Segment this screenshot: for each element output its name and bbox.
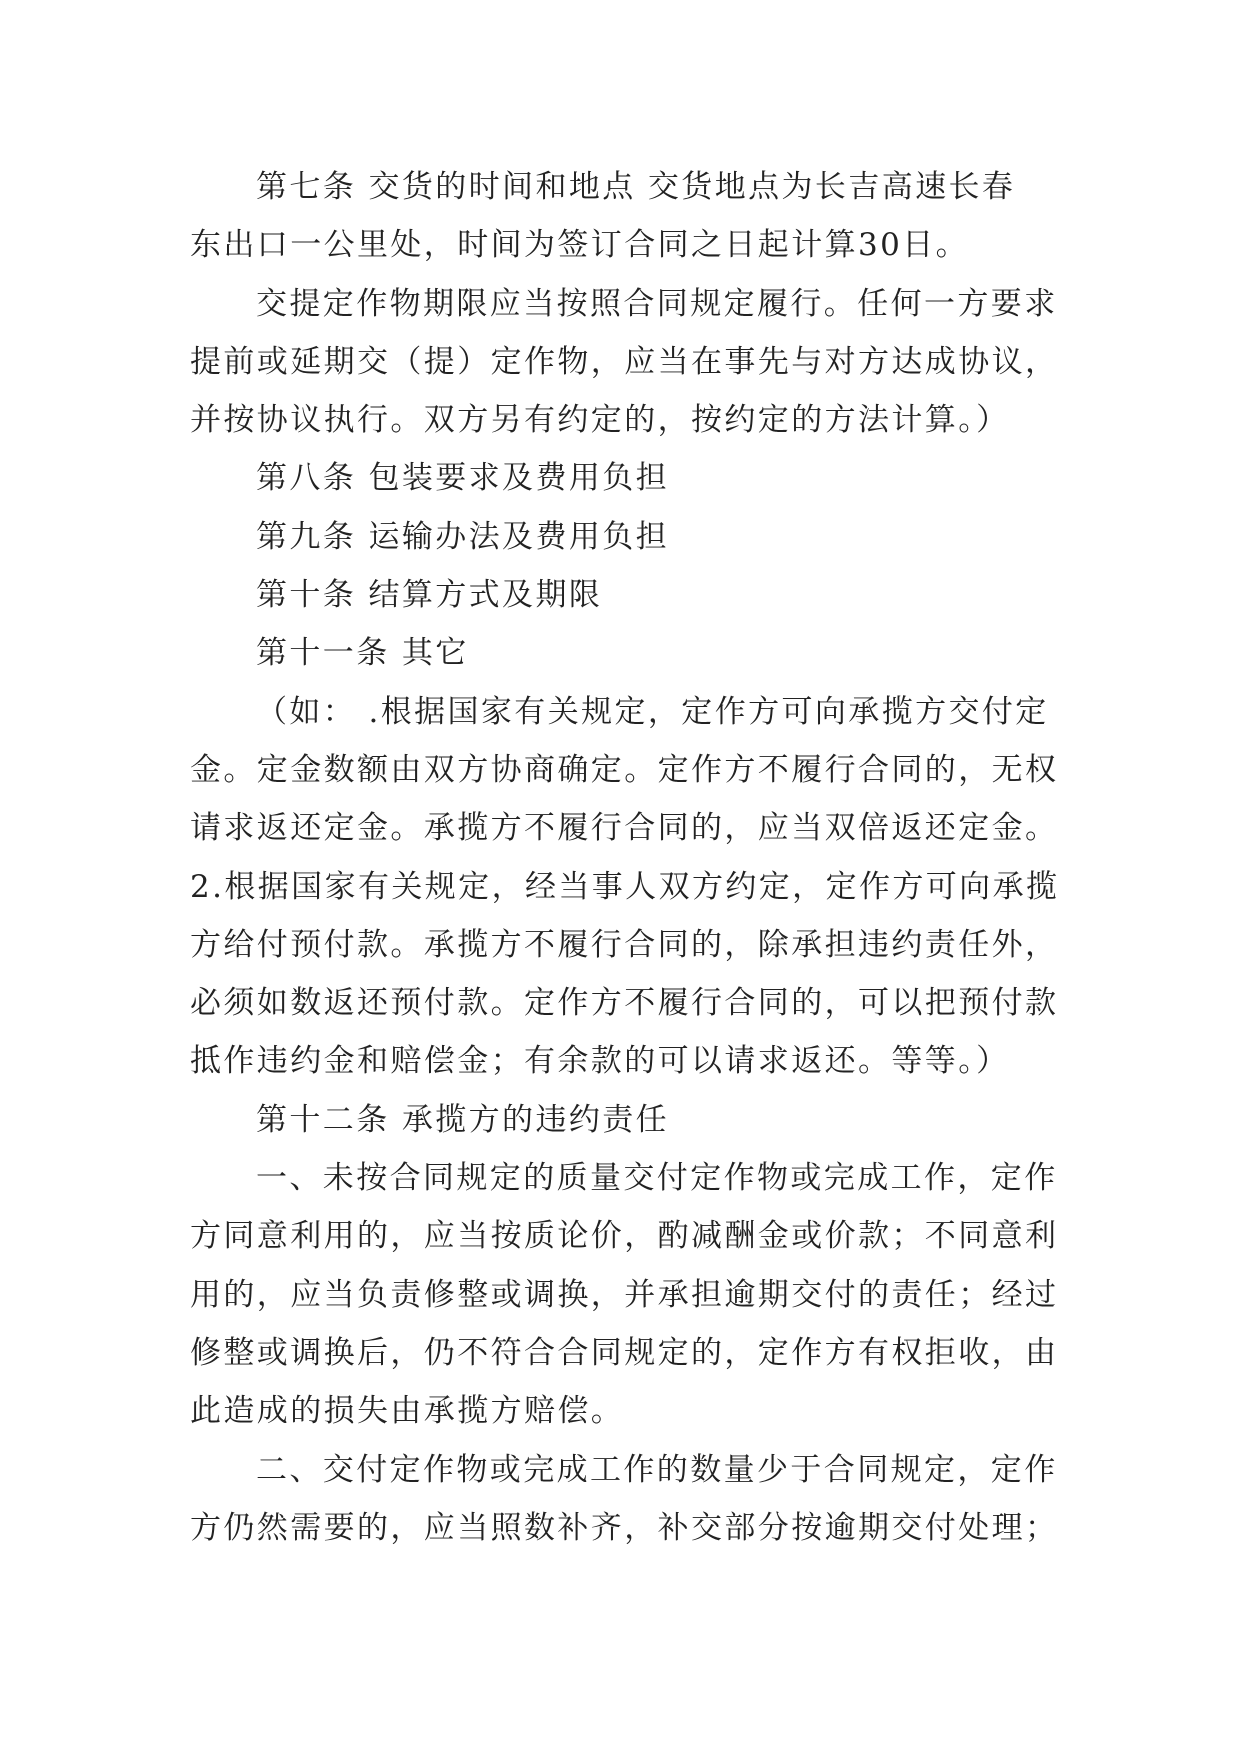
text-line-16: 抵作违约金和赔偿金；有余款的可以请求返还。等等。） <box>190 1043 1010 1080</box>
text-line-18: 一、未按合同规定的质量交付定作物或完成工作，定作 <box>256 1160 1058 1197</box>
text-line-15: 必须如数返还预付款。定作方不履行合同的，可以把预付款 <box>190 985 1059 1022</box>
text-line-9: 第十一条 其它 <box>256 635 469 672</box>
contract-text <box>190 158 1060 1557</box>
text-line-19: 方同意利用的，应当按质论价，酌减酬金或价款；不同意利 <box>190 1218 1059 1255</box>
text-line-12: 请求返还定金。承揽方不履行合同的，应当双倍返还定金。 <box>190 810 1059 847</box>
text-line-4: 提前或延期交（提）定作物，应当在事先与对方达成协议， <box>190 343 1059 380</box>
text-line-7: 第九条 运输办法及费用负担 <box>256 518 670 555</box>
text-line-22: 此造成的损失由承揽方赔偿。 <box>190 1393 625 1430</box>
text-line-17: 第十二条 承揽方的违约责任 <box>256 1101 670 1138</box>
text-line-6: 第八条 包装要求及费用负担 <box>256 460 670 497</box>
text-line-5: 并按协议执行。双方另有约定的，按约定的方法计算。） <box>190 402 1010 439</box>
text-line-3: 交提定作物期限应当按照合同规定履行。任何一方要求 <box>256 285 1058 322</box>
text-line-13: 2.根据国家有关规定，经当事人双方约定，定作方可向承揽 <box>190 868 1060 905</box>
text-line-14: 方给付预付款。承揽方不履行合同的，除承担违约责任外， <box>190 926 1059 963</box>
text-line-21: 修整或调换后，仍不符合合同规定的，定作方有权拒收，由 <box>190 1334 1059 1371</box>
text-line-11: 金。定金数额由双方协商确定。定作方不履行合同的，无权 <box>190 751 1059 788</box>
text-line-23: 二、交付定作物或完成工作的数量少于合同规定，定作 <box>256 1451 1058 1488</box>
text-line-2: 东出口一公里处，时间为签订合同之日起计算30日。 <box>190 227 970 264</box>
text-line-1: 第七条 交货的时间和地点 交货地点为长吉高速长春 <box>256 169 1016 205</box>
text-line-20: 用的，应当负责修整或调换，并承担逾期交付的责任；经过 <box>190 1276 1059 1313</box>
text-line-8: 第十条 结算方式及期限 <box>256 577 603 614</box>
text-line-24: 方仍然需要的，应当照数补齐，补交部分按逾期交付处理； <box>190 1509 1059 1546</box>
text-line-10: （如： .根据国家有关规定，定作方可向承揽方交付定 <box>256 693 1049 730</box>
